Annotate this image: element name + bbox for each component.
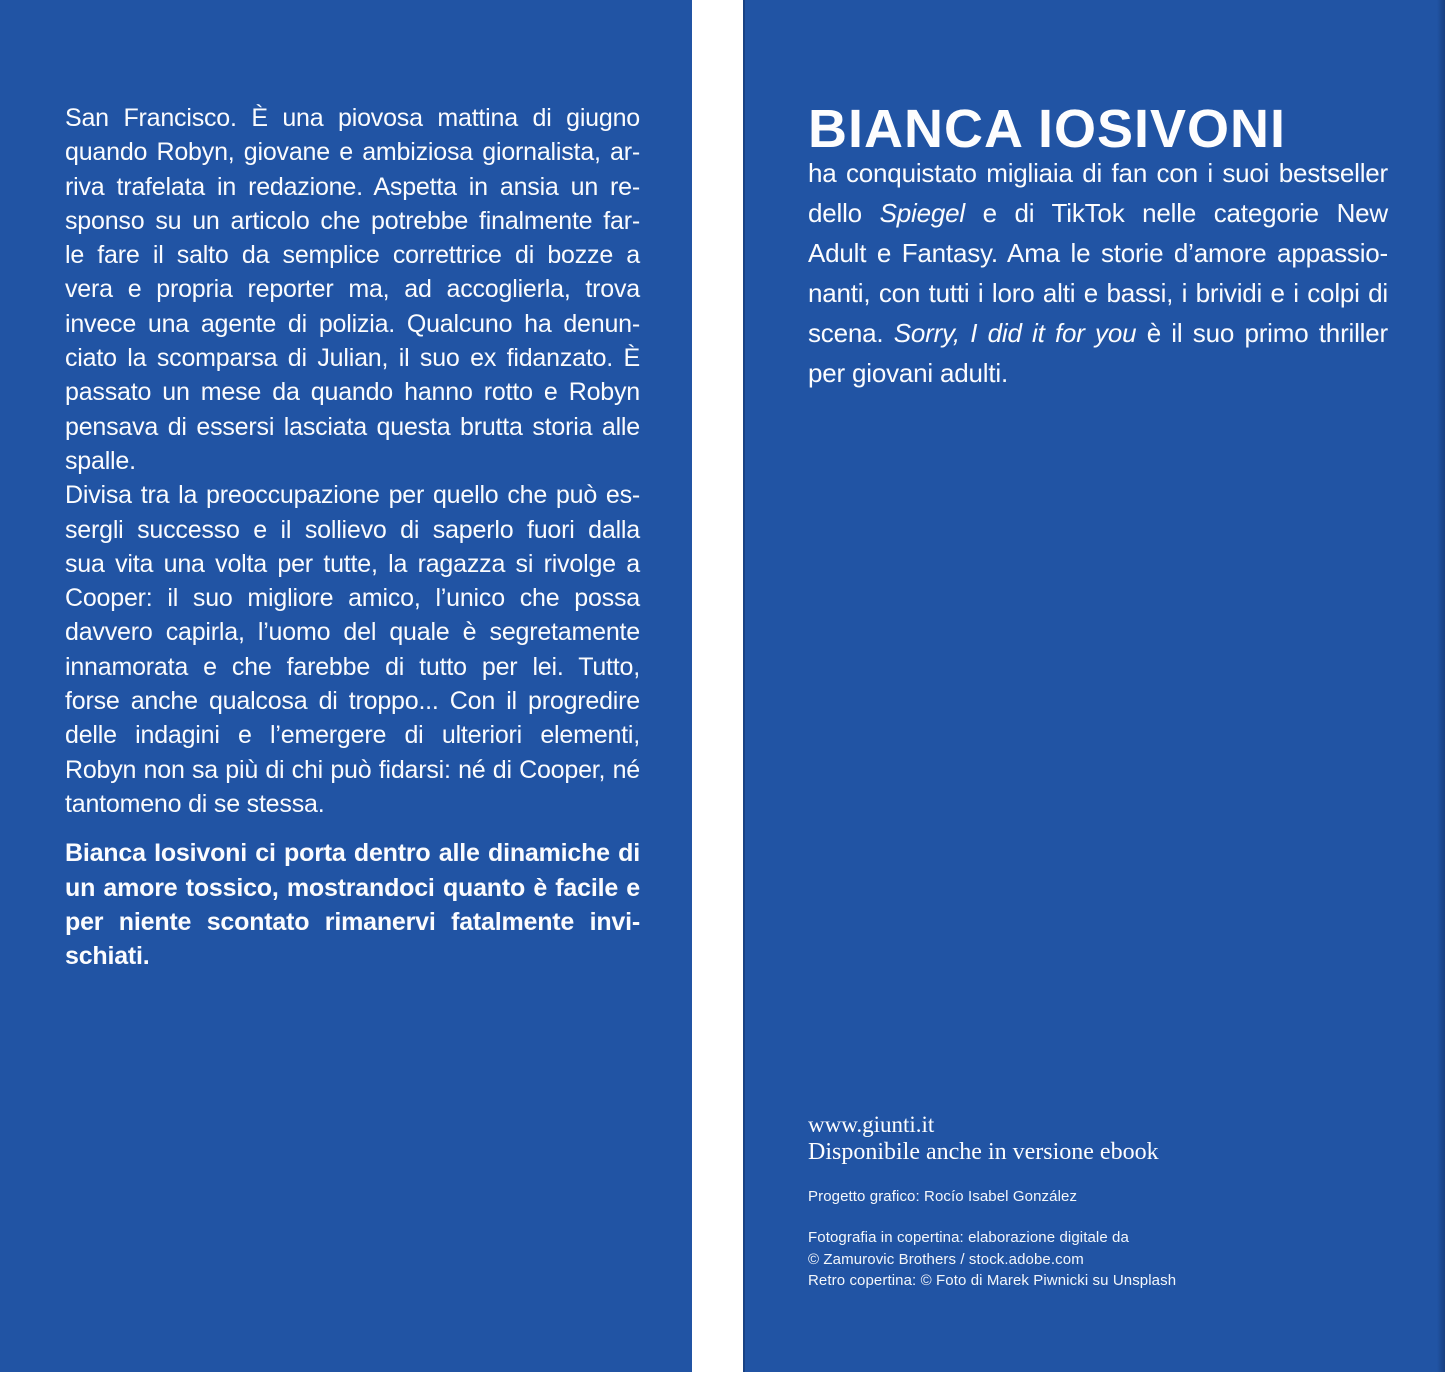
- photo-credits: [808, 1227, 1368, 1292]
- text-line: riva trafelata in redazione. Aspetta in ansia un re-: [65, 172, 640, 201]
- text-segment: per giovani adulti.: [808, 358, 1008, 388]
- text-segment: Adult e Fantasy. Ama le storie d’amore appassio-: [808, 238, 1388, 268]
- author-name-heading: BIANCA IOSIVONI: [808, 99, 1287, 159]
- text-line: San Francisco. È una piovosa mattina di giugno: [65, 104, 640, 132]
- text-line: ciato la scomparsa di Julian, il suo ex fidanzato. È: [65, 344, 640, 373]
- italic-text-segment: Sorry, I did it for you: [893, 318, 1137, 348]
- text-line: Fotografia in copertina: elaborazione digitale da: [808, 1229, 1129, 1246]
- text-line: quando Robyn, giovane e ambiziosa giornalista, ar-: [65, 138, 640, 167]
- text-line: [808, 233, 1388, 273]
- spine-edge-shadow: [1437, 0, 1445, 1372]
- text-line: davvero capirla, l’uomo del quale è segretamente: [65, 618, 640, 647]
- ebook-availability-note: Disponibile anche in versione ebook: [808, 1139, 1159, 1165]
- text-line: sponso su un articolo che potrebbe finalmente far-: [65, 206, 640, 235]
- text-line: schiati.: [65, 942, 150, 971]
- text-line: [808, 153, 1388, 193]
- text-segment: e di TikTok nelle categorie New: [964, 198, 1388, 228]
- highlight-paragraph: [65, 836, 640, 973]
- text-line: [808, 273, 1388, 313]
- text-line: sua vita una volta per tutte, la ragazza si rivolge a: [65, 549, 640, 578]
- text-line: pensava di essersi lasciata questa brutta storia alle: [65, 412, 640, 441]
- synopsis-text: [65, 101, 640, 973]
- author-bio: [808, 153, 1388, 393]
- text-line: le fare il salto da semplice correttrice di bozze a: [65, 241, 640, 270]
- synopsis-paragraphs: [65, 101, 640, 821]
- text-line: invece una agente di polizia. Qualcuno ha denun-: [65, 309, 640, 338]
- text-line: Robyn non sa più di chi può fidarsi: né di Cooper, né: [65, 755, 640, 784]
- text-line: tantomeno di se stessa.: [65, 789, 325, 818]
- italic-text-segment: Spiegel: [879, 198, 965, 228]
- back-cover-panel: [743, 0, 1445, 1372]
- text-line: sergli successo e il sollievo di saperlo fuori dalla: [65, 515, 640, 544]
- text-line: spalle.: [65, 446, 136, 475]
- text-line: vera e propria reporter ma, ad accoglierla, trova: [65, 275, 640, 304]
- publisher-website: www.giunti.it: [808, 1112, 935, 1137]
- text-line: Divisa tra la preoccupazione per quello che può es-: [65, 481, 640, 510]
- text-line: per niente scontato rimanervi fatalmente invi-: [65, 907, 640, 936]
- synopsis-panel: [0, 0, 692, 1372]
- text-segment: ha conquistato migliaia di fan con i suoi bestseller: [808, 158, 1388, 188]
- text-line: © Zamurovic Brothers / stock.adobe.com: [808, 1250, 1084, 1268]
- text-line: Retro copertina: © Foto di Marek Piwnicki su Unsplash: [808, 1272, 1177, 1289]
- text-line: delle indagini e l’emergere di ulteriori elementi,: [65, 721, 640, 750]
- text-segment: nanti, con tutti i loro alti e bassi, i brividi e i colpi di: [808, 278, 1388, 308]
- text-line: innamorata e che farebbe di tutto per lei. Tutto,: [65, 652, 640, 681]
- text-line: [808, 313, 1388, 353]
- text-line: Bianca Iosivoni ci porta dentro alle dinamiche di: [65, 839, 640, 868]
- text-segment: dello: [808, 198, 880, 228]
- design-credit: Progetto grafico: Rocío Isabel González: [808, 1188, 1078, 1205]
- text-segment: scena.: [808, 318, 894, 348]
- text-line: [808, 353, 1388, 393]
- text-line: un amore tossico, mostrandoci quanto è facile e: [65, 873, 640, 902]
- text-line: [808, 193, 1388, 233]
- text-line: passato un mese da quando hanno rotto e Robyn: [65, 378, 640, 407]
- text-line: forse anche qualcosa di troppo... Con il progredire: [65, 687, 640, 716]
- text-segment: è il suo primo thriller: [1136, 318, 1388, 348]
- text-line: Cooper: il suo migliore amico, l’unico che possa: [65, 584, 640, 613]
